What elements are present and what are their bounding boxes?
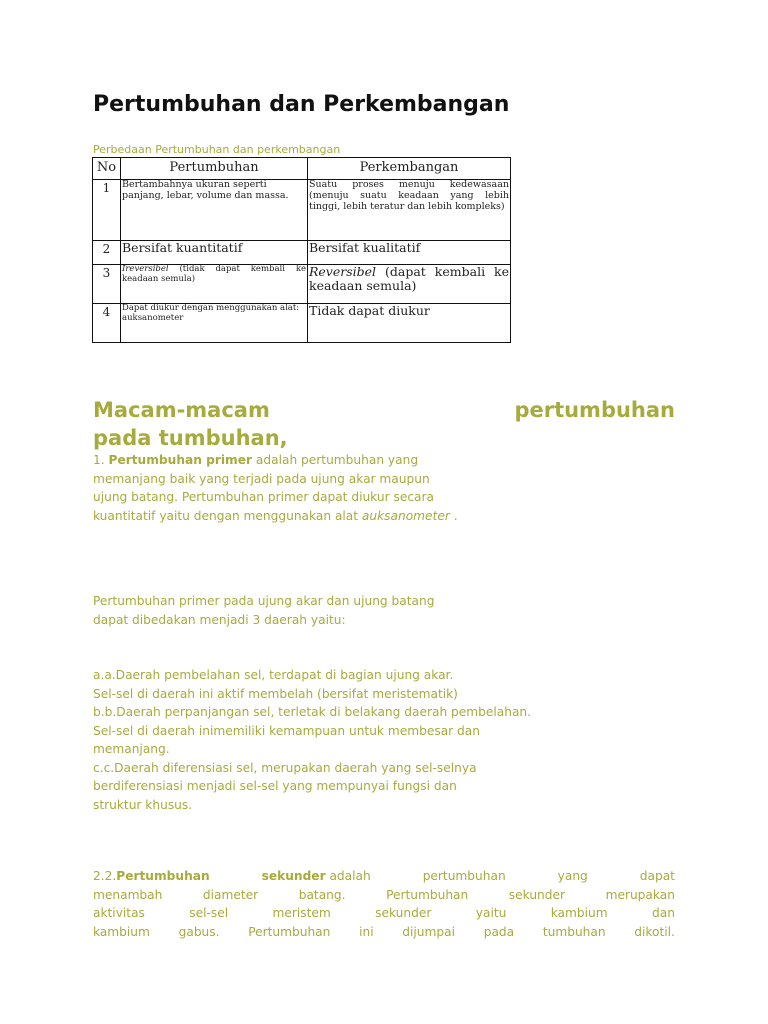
perkembangan-cell: Tidak dapat diukur <box>308 304 511 343</box>
word: yaitu <box>475 906 507 920</box>
cell-text: (dapat kembali ke keadaan semula) <box>309 264 509 294</box>
cell-text: (tidak dapat kembali ke keadaan semula) <box>122 264 306 284</box>
word: ini <box>359 924 374 939</box>
italic-term: auksanometer <box>361 508 450 523</box>
header-no: No <box>93 158 121 180</box>
text-line: berdiferensiasi menjadi sel-sel yang mempunyai fungsi dan <box>93 779 457 793</box>
word: gabus. <box>178 924 220 939</box>
pertumbuhan-cell: Bersifat kuantitatif <box>121 241 308 265</box>
list-number: 2.2. <box>93 869 117 883</box>
text-span: adalah pertumbuhan yang <box>252 453 419 467</box>
text-line: memanjang baik yang terjadi pada ujung akar maupun <box>93 471 430 486</box>
italic-term: Ireversibel <box>122 264 169 274</box>
word: Pertumbuhan <box>386 887 469 902</box>
word: pada <box>483 924 515 939</box>
pertumbuhan-cell <box>121 265 308 304</box>
list-number: 1. <box>93 453 109 467</box>
word: dikotil. <box>634 924 675 939</box>
table-header-row <box>93 158 511 180</box>
row-number: 1 <box>93 180 121 241</box>
word: yang <box>557 869 588 883</box>
text-line <box>93 904 675 923</box>
text-line: a.a.Daerah pembelahan sel, terdapat di bagian ujung akar. <box>93 668 454 682</box>
text-line: memanjang. <box>93 742 170 756</box>
text-line: Pertumbuhan primer pada ujung akar dan ujung batang <box>93 594 435 608</box>
text-line: Sel-sel di daerah inimemiliki kemampuan untuk membesar dan <box>93 723 480 738</box>
header-perkembangan: Perkembangan <box>308 158 511 180</box>
text-line: c.c.Daerah diferensiasi sel, merupakan daerah yang sel-selnya <box>93 760 477 775</box>
paragraph-zones-intro <box>93 592 513 629</box>
text-line: Sel-sel di daerah ini aktif membelah (bersifat meristematik) <box>93 686 458 701</box>
word: meristem <box>272 906 331 920</box>
text-line <box>93 507 513 526</box>
word: sekunder <box>375 906 432 920</box>
text-span: kuantitatif yaitu dengan menggunakan alat <box>93 508 362 523</box>
word: batang. <box>298 887 346 902</box>
table-row <box>93 180 511 241</box>
word: tumbuhan <box>542 924 606 939</box>
word: kambium <box>93 924 150 939</box>
table-row <box>93 241 511 265</box>
comparison-table <box>92 157 511 343</box>
word: dijumpai <box>402 924 455 939</box>
word: adalah <box>329 869 371 883</box>
pertumbuhan-cell: Bertambahnya ukuran seperti panjang, lebar, volume dan massa. <box>121 180 308 241</box>
word: sel-sel <box>189 906 229 920</box>
word: Pertumbuhan <box>248 924 331 939</box>
italic-term: Reversibel <box>309 264 377 279</box>
bold-term: Pertumbuhan <box>116 869 210 883</box>
text-span: . <box>449 508 458 523</box>
text-line <box>93 451 513 470</box>
text-line: ujung batang. Pertumbuhan primer dapat diukur secara <box>93 490 434 504</box>
table-row <box>93 304 511 343</box>
text-line: b.b.Daerah perpanjangan sel, terletak di belakang daerah pembelahan. <box>93 705 532 719</box>
page-title: Pertumbuhan dan Perkembangan <box>93 92 510 117</box>
word: diameter <box>202 887 259 902</box>
paragraph-sekunder <box>93 867 675 941</box>
row-number: 2 <box>93 241 121 265</box>
heading-word: pertumbuhan <box>514 398 675 422</box>
table-row <box>93 265 511 304</box>
heading-line: pada tumbuhan, <box>93 426 288 450</box>
text-line <box>93 923 675 942</box>
bold-term: sekunder <box>261 869 326 883</box>
header-pertumbuhan: Pertumbuhan <box>121 158 308 180</box>
table-caption: Perbedaan Pertumbuhan dan perkembangan <box>93 143 341 156</box>
text-line <box>93 886 675 905</box>
row-number: 3 <box>93 265 121 304</box>
bold-term: Pertumbuhan primer <box>108 453 253 467</box>
text-line: dapat dibedakan menjadi 3 daerah yaitu: <box>93 612 346 627</box>
word: aktivitas <box>93 906 145 920</box>
text-line: struktur khusus. <box>93 797 193 812</box>
pertumbuhan-cell: Dapat diukur dengan menggunakan alat: auksanometer <box>121 304 308 343</box>
perkembangan-cell <box>308 265 511 304</box>
section-heading <box>93 396 675 452</box>
word: dan <box>652 906 675 920</box>
text-span <box>262 867 371 886</box>
text-span <box>93 867 210 886</box>
paragraph-primer <box>93 451 513 525</box>
word: sekunder <box>508 887 566 902</box>
word: pertumbuhan <box>422 869 506 883</box>
word: merupakan <box>605 887 675 902</box>
word: kambium <box>550 906 608 920</box>
word: menambah <box>93 887 163 902</box>
text-line <box>93 867 675 886</box>
row-number: 4 <box>93 304 121 343</box>
heading-word: Macam-macam <box>93 398 270 422</box>
paragraph-zones-list <box>93 666 573 814</box>
word: dapat <box>639 869 675 883</box>
perkembangan-cell: Suatu proses menuju kedewasaan (menuju suatu keadaan yang lebih tinggi, lebih teratur dan lebih kompleks) <box>308 180 511 241</box>
perkembangan-cell: Bersifat kualitatif <box>308 241 511 265</box>
